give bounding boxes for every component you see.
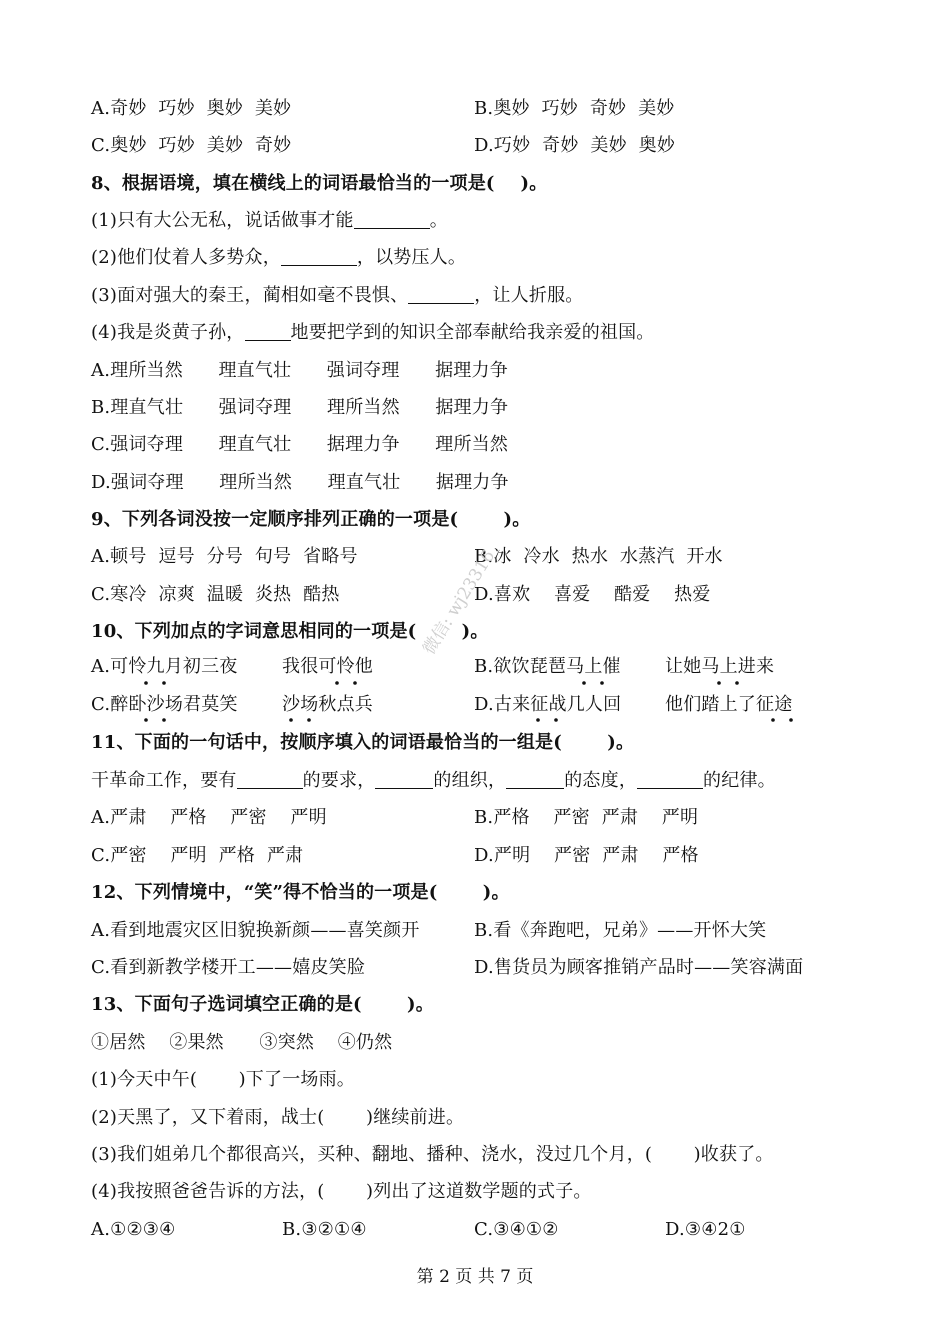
q12-title: 12、下列情境中，“笑”得不恰当的一项是( )。 — [91, 882, 510, 903]
answer-blank[interactable] — [506, 770, 564, 789]
q9-title: 9、下列各词没按一定顺序排列正确的一项是( )。 — [91, 509, 531, 530]
q13-sentence-2: (2)天黑了，又下着雨，战士( )继续前进。 — [91, 1107, 465, 1128]
emphasis-dot — [335, 681, 339, 685]
q8-sentence-3: (3)面对强大的秦王，蔺相如毫不畏惧、 ，让人折服。 — [91, 285, 584, 306]
q8-option-a: A.理所当然 理直气壮 强词夺理 据理力争 — [91, 360, 508, 381]
q10-option-c-1: C.醉卧沙场君莫笑 — [91, 694, 238, 715]
emphasis-dot — [307, 718, 311, 722]
emphasis-dot — [162, 681, 166, 685]
q7-option-c: C.奥妙 巧妙 美妙 奇妙 — [91, 135, 292, 156]
q11-title: 11、下面的一句话中，按顺序填入的词语最恰当的一组是( )。 — [91, 732, 635, 753]
q10-title: 10、下列加点的字词意思相同的一项是( )。 — [91, 621, 489, 642]
emphasis-dot — [144, 718, 148, 722]
answer-blank[interactable] — [375, 770, 433, 789]
emphasis-dot — [536, 718, 540, 722]
q11-option-c: C.严密 严明 严格 严肃 — [91, 845, 304, 866]
q13-option-c: C.③④①② — [474, 1219, 559, 1240]
q10-option-b-2: 让她马上进来 — [665, 656, 775, 677]
emphasis-dot — [771, 718, 775, 722]
q8-sentence-4: (4)我是炎黄子孙， 地要把学到的知识全部奉献给我亲爱的祖国。 — [91, 322, 655, 343]
q10-option-d-1: D.古来征战几人回 — [474, 694, 622, 715]
emphasis-dot — [789, 718, 793, 722]
q12-option-a: A.看到地震灾区旧貌换新颜——喜笑颜开 — [91, 920, 420, 941]
emphasis-dot — [144, 681, 148, 685]
q9-option-c: C.寒冷 凉爽 温暖 炎热 酷热 — [91, 584, 340, 605]
q13-option-d: D.③④2① — [665, 1219, 746, 1240]
answer-blank[interactable] — [237, 770, 303, 789]
emphasis-dot — [600, 681, 604, 685]
q9-option-d: D.喜欢 喜爱 酷爱 热爱 — [474, 584, 711, 605]
q9-option-b: B.冰 冷水 热水 水蒸汽 开水 — [474, 546, 723, 567]
emphasis-dot — [735, 681, 739, 685]
emphasis-dot — [554, 718, 558, 722]
q10-option-d-2: 他们踏上了征途 — [665, 694, 793, 715]
q13-sentence-1: (1)今天中午( )下了一场雨。 — [91, 1069, 355, 1090]
q12-option-d: D.售货员为顾客推销产品时——笑容满面 — [474, 957, 804, 978]
page-number: 第 2 页 共 7 页 — [416, 1267, 534, 1287]
q8-option-d: D.强词夺理 理所当然 理直气壮 据理力争 — [91, 472, 509, 493]
q8-title: 8、根据语境，填在横线上的词语最恰当的一项是( )。 — [91, 173, 548, 194]
q13-choices: ①居然 ②果然 ③突然 ④仍然 — [91, 1032, 393, 1053]
q11-option-a: A.严肃 严格 严密 严明 — [91, 807, 327, 828]
emphasis-dot — [717, 681, 721, 685]
q7-option-b: B.奥妙 巧妙 奇妙 美妙 — [474, 98, 675, 119]
q13-sentence-3: (3)我们姐弟几个都很高兴，买种、翻地、播种、浇水，没过几个月，( )收获了。 — [91, 1144, 774, 1165]
q12-option-c: C.看到新教学楼开工——嬉皮笑脸 — [91, 957, 366, 978]
q8-option-c: C.强词夺理 理直气壮 据理力争 理所当然 — [91, 434, 509, 455]
q10-option-c-2: 沙场秋点兵 — [282, 694, 373, 715]
q8-sentence-2: (2)他们仗着人多势众， ，以势压人。 — [91, 247, 467, 268]
q7-option-d: D.巧妙 奇妙 美妙 奥妙 — [474, 135, 676, 156]
emphasis-dot — [353, 681, 357, 685]
emphasis-dot — [289, 718, 293, 722]
q11-option-b: B.严格 严密 严肃 严明 — [474, 807, 699, 828]
q13-option-a: A.①②③④ — [91, 1219, 176, 1240]
q13-sentence-4: (4)我按照爸爸告诉的方法，( )列出了这道数学题的式子。 — [91, 1181, 592, 1202]
q7-option-a: A.奇妙 巧妙 奥妙 美妙 — [91, 98, 292, 119]
emphasis-dot — [162, 718, 166, 722]
q13-title: 13、下面句子选词填空正确的是( )。 — [91, 994, 434, 1015]
answer-blank[interactable] — [637, 770, 703, 789]
q10-option-a-1: A.可怜九月初三夜 — [91, 656, 238, 677]
q10-option-b-1: B.欲饮琵琶马上催 — [474, 656, 621, 677]
emphasis-dot — [582, 681, 586, 685]
watermark: 微信: wj23316 — [419, 546, 500, 659]
q8-sentence-1: (1)只有大公无私，说话做事才能 。 — [91, 210, 448, 231]
q11-option-d: D.严明 严密 严肃 严格 — [474, 845, 699, 866]
q13-option-b: B.③②①④ — [282, 1219, 367, 1240]
q11-sentence: 干革命工作，要有 的要求， 的组织， 的态度， 的纪律。 — [91, 770, 776, 791]
q8-option-b: B.理直气壮 强词夺理 理所当然 据理力争 — [91, 397, 509, 418]
q12-option-b: B.看《奔跑吧，兄弟》——开怀大笑 — [474, 920, 767, 941]
q10-option-a-2: 我很可怜他 — [282, 656, 373, 677]
q9-option-a: A.顿号 逗号 分号 句号 省略号 — [91, 546, 358, 567]
